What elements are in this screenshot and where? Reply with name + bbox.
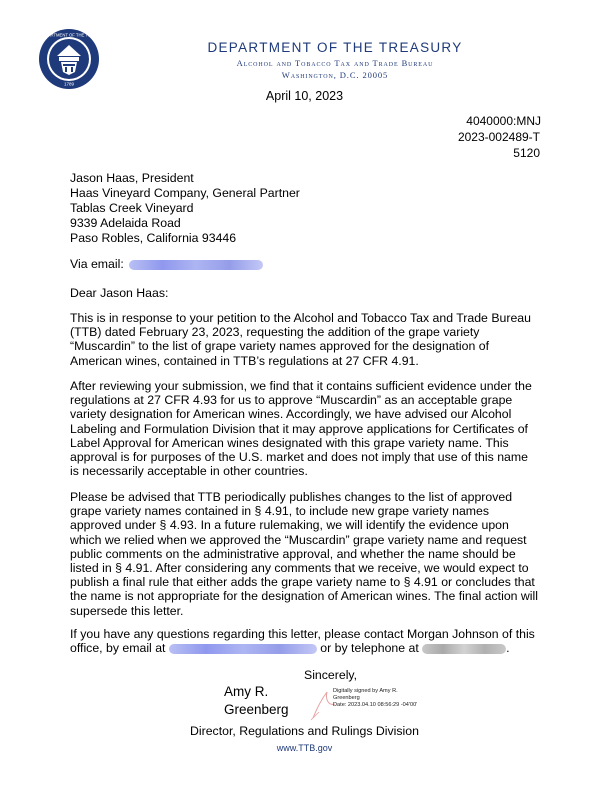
closing-sincerely: Sincerely,: [304, 668, 358, 682]
bureau-name: Alcohol and Tobacco Tax and Trade Bureau: [236, 58, 434, 68]
letter-date: April 10, 2023: [265, 89, 344, 103]
recipient-street: 9339 Adelaida Road: [70, 216, 181, 230]
recipient-company: Haas Vineyard Company, General Partner: [70, 186, 300, 200]
department-name: DEPARTMENT OF THE TREASURY: [207, 40, 463, 55]
treasury-seal-icon: [29, 28, 109, 90]
seal-text: THE DEPARTMENT OF THE TREASURY: [29, 32, 109, 38]
redacted-phone: [422, 644, 506, 654]
digital-signature-date: Date: 2023.04.10 08:56:29 -04'00': [333, 702, 418, 708]
redacted-email: [129, 260, 263, 270]
website-footer: www.TTB.gov: [276, 743, 333, 753]
recipient-vineyard: Tablas Creek Vineyard: [70, 201, 194, 215]
redacted-contact-email: [169, 644, 317, 654]
digital-signature-block: [333, 688, 453, 709]
signer-first-name: Amy R.: [224, 684, 269, 699]
paragraph-rulemaking: Please be advised that TTB periodically publishes changes to the list of approved grape variety names contained in § 4.91, to include new grape variety names approved under § 4.93. In a future rulemaking, we will identify the evidence upon which we relied when we approved the “Muscardin” grape variety name and request public comments on the administrative approval, and whether the name should be listed in § 4.91. After considering any comments that we receive, we would expect to publish a final rule that either adds the grape variety name to § 4.91 or concludes that the name is not appropriate for the designation of American wines. The final action will supersede this letter.: [70, 490, 539, 618]
via-email-label: Via email:: [70, 257, 124, 271]
signer-last-name: Greenberg: [224, 702, 289, 717]
recipient-city: Paso Robles, California 93446: [70, 231, 237, 245]
reference-code: 4040000:MNJ: [466, 114, 541, 128]
reference-number: 2023-002489-T: [457, 130, 540, 144]
contact-text-start: If you have any questions regarding this letter, please contact Morgan Johnson of this office, by email at: [70, 627, 535, 656]
via-email-line: [70, 257, 263, 271]
digital-signer-surname: Greenberg: [333, 695, 360, 701]
salutation: Dear Jason Haas:: [70, 286, 169, 300]
signer-title: Director, Regulations and Rulings Division: [190, 724, 419, 738]
digital-signed-by: Digitally signed by Amy R.: [333, 688, 398, 694]
seal-year: 1789: [63, 81, 75, 87]
signer-name: [224, 683, 314, 719]
reference-file: 5120: [513, 146, 540, 160]
contact-text-end: .: [506, 641, 510, 656]
recipient-name: Jason Haas, President: [70, 171, 194, 185]
paragraph-approval: After reviewing your submission, we find that it contains sufficient evidence under the regulations at 27 CFR 4.93 for us to approve “Muscardin” as an acceptable grape variety designation for American wines. Accordingly, we have advised our Alcohol Labeling and Formulation Division that it may approve applications for Certificates of Label Approval for American wines designated with this grape variety name. This approval is for purposes of the U.S. market and does not imply that use of this name is necessarily acceptable in other countries.: [70, 379, 532, 479]
paragraph-contact: [70, 627, 540, 655]
contact-text-middle: or by telephone at: [316, 641, 423, 656]
paragraph-petition: This is in response to your petition to the Alcohol and Tobacco Tax and Trade Bureau (TTB) dated February 23, 2023, requesting the addition of the grape variety “Muscardin” to the list of grape variety names approved for the designation of American wines, contained in TTB’s regulations at 27 CFR 4.91.: [70, 311, 531, 368]
bureau-city: Washington, D.C. 20005: [281, 70, 389, 80]
